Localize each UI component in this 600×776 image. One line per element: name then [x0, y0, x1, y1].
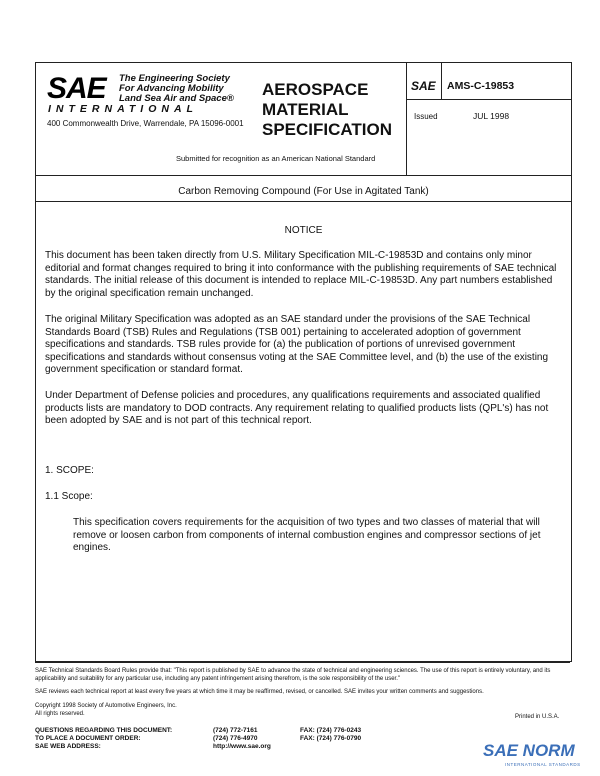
- spec-title-line: SPECIFICATION: [262, 120, 393, 139]
- contact-phone: (724) 772-7161: [213, 727, 258, 734]
- sae-international: INTERNATIONAL: [48, 103, 198, 115]
- watermark-subtext: INTERNATIONAL STANDARDS: [505, 762, 581, 767]
- sae-norm-watermark: [483, 741, 575, 761]
- notice-paragraph: Under Department of Defense policies and procedures, any qualifications requirements and associated qualified products lists are mandatory to DOD contracts. Any requirement relating to qualified products lists (QPL's) has not been adopted by SAE and is not part of this technical report.: [45, 390, 549, 426]
- docnum-divider: [406, 99, 571, 100]
- contact-label: TO PLACE A DOCUMENT ORDER:: [35, 735, 141, 742]
- sae-address: 400 Commonwealth Drive, Warrendale, PA 15096-0001: [47, 119, 244, 128]
- footer-policy: SAE Technical Standards Board Rules provide that: "This report is published by SAE to advance the state of technical and engineering sciences. The use of this report is entirely voluntary, and its applicability and suitability for any particular use, including any patent infringement arising therefrom, is the sole responsibility of the user.": [35, 668, 551, 682]
- issued-date: JUL 1998: [473, 111, 510, 121]
- tagline-line: For Advancing Mobility: [119, 83, 224, 94]
- contact-fax: FAX: (724) 776-0790: [300, 735, 362, 742]
- scope-subheading: 1.1 Scope:: [45, 491, 93, 502]
- footer-copyright: Copyright 1998 Society of Automotive Engineers, Inc.: [35, 703, 177, 709]
- footer-review: SAE reviews each technical report at least every five years at which time it may be reaffirmed, revised, or cancelled. SAE invites your written comments and suggestions.: [35, 689, 484, 695]
- sae-small-logo: SAE: [411, 79, 436, 93]
- contact-fax: FAX: (724) 776-0243: [300, 727, 362, 734]
- tagline-line: The Engineering Society: [119, 73, 230, 84]
- footer-rule: [35, 662, 570, 663]
- scope-text: This specification covers requirements for the acquisition of two types and two classes of material that will remove or loosen carbon from components of internal combustion engines and compressor sections of jet engines.: [73, 517, 541, 553]
- document-title: Carbon Removing Compound (For Use in Agitated Tank): [178, 186, 429, 197]
- spec-title-line: AEROSPACE: [262, 80, 369, 99]
- issued-label: Issued: [414, 112, 438, 121]
- header-vertical-divider: [406, 63, 407, 175]
- contact-label: SAE WEB ADDRESS:: [35, 743, 101, 750]
- footer-rights: All rights reserved.: [35, 711, 85, 717]
- sae-tagline: [119, 74, 234, 104]
- scope-heading: 1. SCOPE:: [45, 465, 94, 476]
- contact-label: QUESTIONS REGARDING THIS DOCUMENT:: [35, 727, 173, 734]
- docnum-vertical-divider: [441, 63, 442, 99]
- title-divider: [36, 201, 571, 202]
- notice-paragraph: The original Military Specification was adopted as an SAE standard under the provisions of the SAE Technical Standards Board (TSB) Rules and Regulations (TSB 001) pertaining to accelerated adoption of government specifications and standards. TSB rules provide for (a) the publication of portions of unrevised government specifications and standards without consensus voting at the SAE Committee level, and (b) the use of the existing government specification or standard format.: [45, 314, 549, 375]
- web-address-link[interactable]: http://www.sae.org: [213, 743, 271, 750]
- sae-logo: SAE: [47, 72, 106, 105]
- notice-heading: NOTICE: [284, 225, 323, 236]
- footer-printed: Printed in U.S.A.: [515, 714, 560, 720]
- notice-paragraph: This document has been taken directly from U.S. Military Specification MIL-C-19853D and contains only minor editorial and format changes required to bring it into conformance with the publishing requirements of SAE technical standards. The initial release of this document is intended to replace MIL-C-19853D. Any part numbers established by the original specification remain unchanged.: [45, 250, 557, 299]
- submitted-note: Submitted for recognition as an American National Standard: [176, 154, 376, 163]
- tagline-line: Land Sea Air and Space®: [119, 93, 234, 104]
- contact-phone: (724) 776-4970: [213, 735, 258, 742]
- header-divider: [36, 175, 571, 176]
- document-number: AMS-C-19853: [447, 80, 515, 92]
- spec-title-line: MATERIAL: [262, 100, 349, 119]
- watermark-text: SAE NORM: [483, 741, 575, 760]
- spec-type-title: [262, 80, 392, 140]
